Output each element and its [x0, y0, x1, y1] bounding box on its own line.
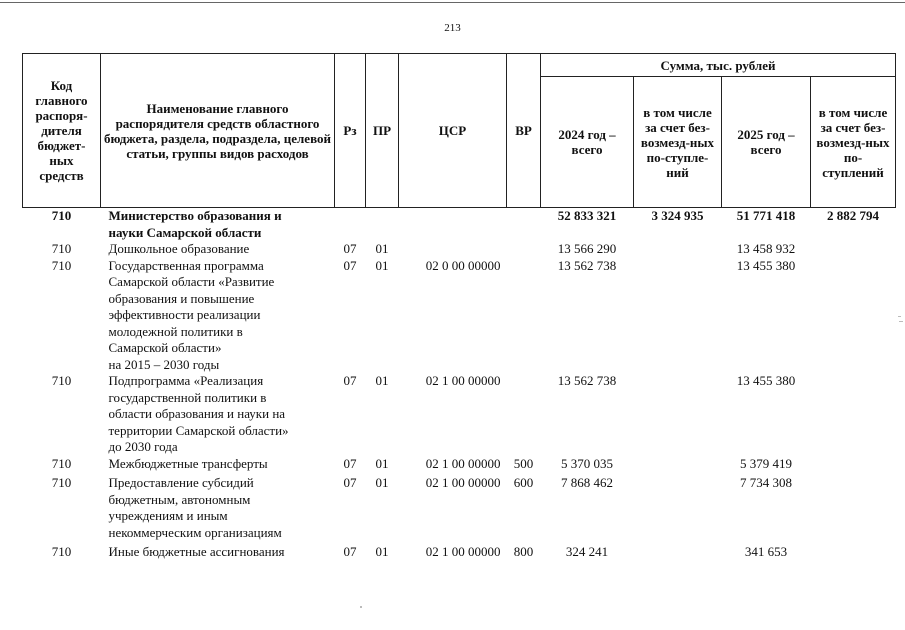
table-row	[23, 541, 896, 561]
cell-rz: 07	[343, 544, 357, 559]
cell-csr: 02 1 00 00000	[425, 455, 501, 471]
cell-grants-2024	[634, 541, 722, 561]
header-sum-group: Сумма, тыс. рублей	[541, 54, 896, 77]
cell-grants-2024	[634, 456, 722, 473]
name-line: Межбюджетные трансферты	[108, 455, 268, 471]
cell-grants-2024	[634, 258, 722, 374]
name-line: эффективности реализации	[108, 307, 261, 322]
cell-total-2024: 7 868 462	[561, 475, 613, 490]
header-total-2024: 2024 год – всего	[541, 77, 634, 208]
cell-vr: 500	[513, 455, 534, 471]
cell-code: 710	[51, 373, 72, 388]
cell-rz: 07	[343, 373, 357, 388]
cell-rz: 07	[343, 257, 357, 273]
name-line: учреждениям и иным	[108, 508, 228, 523]
cell-vr	[507, 241, 541, 258]
cell-csr: 02 1 00 00000	[425, 475, 501, 490]
cell-grants-2025	[811, 472, 896, 541]
header-name: Наименование главного распорядителя средств областного бюджета, раздела, подраздела, целевой статьи, группы видов расходов	[101, 54, 335, 208]
cell-csr: 02 0 00 00000	[425, 257, 501, 273]
name-line: Подпрограмма «Реализация	[108, 373, 264, 388]
cell-rz: 07	[343, 455, 357, 471]
name-line: Министерство образования и	[108, 208, 282, 223]
header-rz: Рз	[335, 54, 366, 208]
cell-csr	[399, 241, 507, 258]
cell-grants-2024: 3 324 935	[651, 208, 704, 223]
cell-code: 710	[51, 208, 72, 223]
table-row	[23, 456, 896, 473]
cell-grants-2025: 2 882 794	[827, 208, 879, 223]
cell-grants-2025	[811, 241, 896, 258]
scan-speck	[899, 321, 903, 322]
cell-name	[101, 541, 335, 561]
table-row	[23, 258, 896, 374]
cell-total-2025: 5 379 419	[740, 455, 792, 471]
cell-code: 710	[51, 475, 72, 490]
cell-rz	[335, 208, 366, 242]
cell-csr	[399, 208, 507, 242]
cell-csr: 02 1 00 00000	[425, 544, 501, 559]
cell-vr: 800	[513, 544, 534, 559]
table-header	[23, 54, 896, 208]
name-line: бюджетным, автономным	[108, 491, 251, 507]
name-line: образования и повышение	[108, 290, 255, 306]
cell-total-2024: 13 562 738	[557, 373, 617, 388]
table-row	[23, 373, 896, 456]
header-grants-2025: в том числе за счет без-возмезд-ных по-ступлений	[811, 77, 896, 208]
cell-grants-2025	[811, 456, 896, 473]
cell-vr	[507, 258, 541, 374]
cell-rz: 07	[343, 475, 357, 490]
header-vr: ВР	[507, 54, 541, 208]
name-line: Предоставление субсидий	[108, 475, 254, 490]
cell-name	[101, 373, 335, 456]
cell-code: 710	[51, 241, 72, 256]
cell-total-2025: 51 771 418	[736, 208, 796, 223]
cell-name	[101, 456, 335, 473]
cell-total-2024: 13 562 738	[557, 257, 617, 273]
name-line: на 2015 – 2030 годы	[108, 356, 220, 372]
cell-total-2025: 7 734 308	[740, 475, 792, 490]
cell-pr: 01	[375, 475, 389, 490]
name-line: до 2030 года	[108, 439, 178, 454]
cell-pr	[366, 208, 399, 242]
cell-pr: 01	[375, 373, 389, 388]
cell-csr: 02 1 00 00000	[425, 373, 501, 388]
table-row	[23, 472, 896, 541]
cell-vr	[507, 373, 541, 456]
cell-total-2024: 52 833 321	[557, 208, 617, 223]
header-code: Код главного распоря-дителя бюджет-ных средств	[23, 54, 101, 208]
cell-total-2024: 5 370 035	[561, 455, 613, 471]
cell-total-2024: 324 241	[565, 544, 609, 559]
name-line: молодежной политики в	[108, 323, 243, 339]
name-line: Самарской области «Развитие	[108, 274, 275, 289]
cell-code: 710	[51, 257, 72, 273]
cell-grants-2025	[811, 373, 896, 456]
header-csr: ЦСР	[399, 54, 507, 208]
header-grants-2024: в том числе за счет без-возмезд-ных по-ступле-ний	[634, 77, 722, 208]
cell-pr: 01	[375, 544, 389, 559]
cell-name	[101, 208, 335, 242]
page-number: 213	[444, 22, 461, 34]
name-line: Государственная программа	[108, 257, 264, 273]
table-row	[23, 208, 896, 242]
cell-vr: 600	[513, 475, 534, 490]
scan-speck	[898, 316, 901, 317]
cell-total-2025: 13 455 380	[736, 257, 796, 273]
cell-rz: 07	[343, 241, 357, 256]
cell-name	[101, 258, 335, 374]
name-line: науки Самарской области	[108, 224, 262, 240]
cell-total-2024: 13 566 290	[557, 241, 617, 256]
name-line: Самарской области»	[108, 340, 222, 355]
cell-total-2025: 341 653	[744, 544, 788, 559]
cell-pr: 01	[375, 241, 389, 256]
name-line: некоммерческим организациям	[108, 524, 282, 540]
name-line: государственной политики в	[108, 389, 267, 405]
cell-grants-2025	[811, 258, 896, 374]
cell-total-2025: 13 458 932	[736, 241, 796, 256]
cell-name	[101, 472, 335, 541]
cell-vr	[507, 208, 541, 242]
cell-grants-2025	[811, 541, 896, 561]
cell-grants-2024	[634, 241, 722, 258]
cell-grants-2024	[634, 373, 722, 456]
cell-name	[101, 241, 335, 258]
header-total-2025: 2025 год – всего	[722, 77, 811, 208]
cell-total-2025: 13 455 380	[736, 373, 796, 388]
name-line: области образования и науки на	[108, 406, 286, 421]
cell-code: 710	[51, 455, 72, 471]
name-line: Иные бюджетные ассигнования	[108, 544, 285, 559]
scan-speck	[360, 606, 362, 608]
top-rule	[0, 2, 905, 3]
name-line: территории Самарской области»	[108, 422, 289, 438]
table-row	[23, 241, 896, 258]
cell-grants-2024	[634, 472, 722, 541]
header-pr: ПР	[366, 54, 399, 208]
budget-table	[22, 53, 896, 561]
table-body	[23, 208, 896, 561]
cell-pr: 01	[375, 455, 389, 471]
cell-code: 710	[51, 544, 72, 559]
cell-pr: 01	[375, 257, 389, 273]
name-line: Дошкольное образование	[108, 241, 250, 256]
